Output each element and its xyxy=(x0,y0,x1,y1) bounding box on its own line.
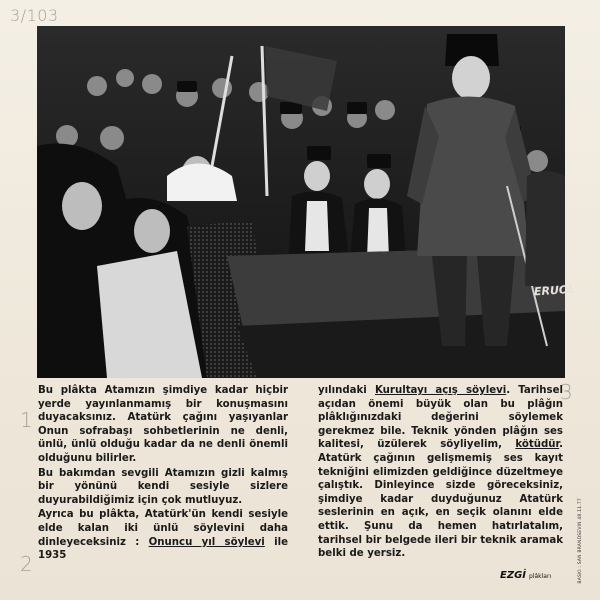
historical-photo xyxy=(37,26,576,378)
photo-illustration xyxy=(37,26,565,378)
underlined-speech-title: Kurultayı açış söylevi xyxy=(374,385,507,396)
pencil-catalog-note: 3/103 xyxy=(10,6,59,25)
liner-text: . Atatürk çağının gelişmemiş ses kayıt tekniğini elimizden geldiğince düzeltmeye çalıştık. Dinleyince sizde göreceksiniz, şimdiye kadar duyduğunuz Atatürk seslerinin en açık, en seçik olanını elde ettik. Şunu da hemen hatırlatalım, tarihsel bir belgede ileri bir teknik aramak belki de yersiz. xyxy=(318,439,563,560)
liner-paragraph-2: Bu bakımdan sevgili Atamızın gizli kalmış bir yönünü kendi sesiyle sizlere duyurabildiğimiz için çok mutluyuz. xyxy=(38,467,288,506)
pencil-mark-2: 2 xyxy=(20,552,33,576)
liner-text: . Tarihsel açıdan önemi büyük olan bu plâğın plâklığınızdaki değerini söylemek gerekmez bile. Teknik yönden plâğın ses kalitesi, üzülerek söyliyelim, xyxy=(318,385,563,451)
liner-text: yılındaki xyxy=(318,385,375,396)
liner-text: ile 1935 xyxy=(38,536,288,562)
liner-notes-right-column xyxy=(318,384,563,562)
liner-paragraph-1: Bu plâkta Atamızın şimdiye kadar hiçbir yerde yayınlanmamış bir konuşmasını duyacaksınız. Atatürk çağını yaşıyanlar Onun sofrabaşı sohbetlerinin ne denli, ünlü, ünlü olduğu kadar da ne denli önemli olduğunu bilirler. xyxy=(38,385,288,464)
underlined-speech-title: Onuncu yıl söylevi xyxy=(148,536,265,548)
liner-notes-left-column xyxy=(38,384,288,564)
liner-paragraph-3 xyxy=(38,508,288,562)
artist-signature: ERUOL xyxy=(533,282,576,299)
pencil-mark-3: 3 xyxy=(560,380,573,404)
liner-paragraph-4 xyxy=(318,384,563,561)
print-code: BASKI : SAN BRANDSEVIN 48.11.77 xyxy=(578,498,583,584)
liner-text: Ayrıca bu plâkta, Atatürk'ün kendi sesiyle elde kalan iki ünlü söylevini daha dinleyeceksiniz : xyxy=(38,509,288,548)
underlined-word: kötüdür xyxy=(515,439,560,451)
pencil-mark-1: 1 xyxy=(20,408,33,432)
label-logo xyxy=(500,570,551,581)
label-brand: EZGİ xyxy=(500,570,527,581)
label-subtitle: plâkları xyxy=(529,573,552,580)
